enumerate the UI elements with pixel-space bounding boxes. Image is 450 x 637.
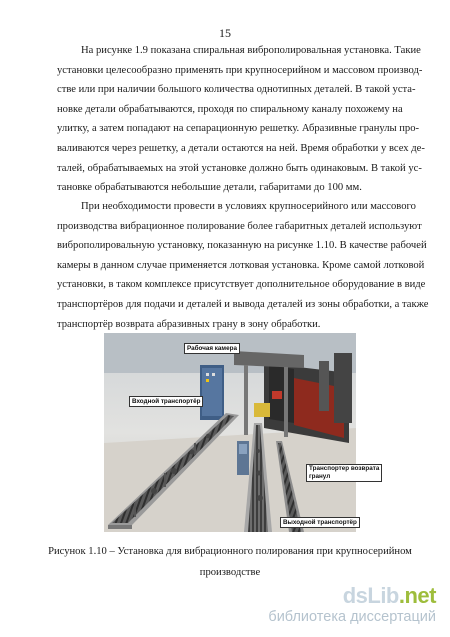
watermark-logo-suffix: .net <box>398 583 436 608</box>
text-line: камеры в данном случае применяется лотковая установка. Кроме самой лотковой <box>57 259 425 271</box>
paragraph-spiral-unit <box>57 41 425 198</box>
text-line: установки целесообразно применять при крупносерийном и массовом производ- <box>57 64 423 76</box>
page-number: 15 <box>219 26 231 40</box>
label-return-conveyor-line2: гранул <box>309 473 331 480</box>
text-line: установки, в таком комплексе присутствует дополнительное оборудование в виде <box>57 279 426 291</box>
installation-illustration <box>104 333 356 532</box>
label-output-conveyor: Выходной транспортёр <box>280 517 360 528</box>
text-line: улитку, а затем попадают на сепарационную решетку. Абразивные гранулы про- <box>57 123 420 135</box>
text-line: производства вибрационное полирование более габаритных деталей используют <box>57 220 422 232</box>
figure-installation-photo <box>104 333 380 532</box>
text-line: валиваются через решетку, а детали остаются на ней. Время обработки у всех де- <box>57 142 425 154</box>
caption-line: производстве <box>199 567 261 578</box>
text-line: На рисунке 1.9 показана спиральная виброполировальная установка. Такие <box>81 45 421 56</box>
label-return-conveyor <box>306 464 382 482</box>
watermark-logo-main: dsLib <box>342 583 399 608</box>
text-line: стве или при наличии большого количества однотипных деталей. В такой уста- <box>57 84 416 96</box>
text-line: талей, обрабатываемых на этой установке должно быть одинаковым. В такой ус- <box>57 162 422 174</box>
text-line: новке детали обрабатываются, проходя по спиральному каналу похожему на <box>57 103 403 115</box>
figure-caption <box>40 541 420 583</box>
watermark <box>268 584 436 626</box>
text-line: При необходимости провести в условиях крупносерийного или массового <box>81 201 416 212</box>
caption-line: Рисунок 1.10 – Установка для вибрационного полирования при крупносерийном <box>48 546 412 557</box>
watermark-logo <box>268 584 436 608</box>
text-line: транспортёр возврата абразивных грану в зону обработки. <box>57 318 321 330</box>
label-working-chamber: Рабочая камера <box>184 343 240 354</box>
text-line: виброполировальную установку, показанную на рисунке 1.10. В качестве рабочей <box>57 240 427 252</box>
text-line: тановке обрабатываются небольшие детали, габаритами до 100 мм. <box>57 182 362 194</box>
label-input-conveyor: Входной транспортёр <box>129 396 203 407</box>
text-line: транспортёров для подачи и деталей и вывода деталей из зоны обработки, а также <box>57 298 429 310</box>
paragraph-trough-unit <box>57 197 429 334</box>
label-return-conveyor-line1: Транспортер возврата <box>309 465 380 472</box>
watermark-tagline: библиотека диссертаций <box>268 609 436 625</box>
